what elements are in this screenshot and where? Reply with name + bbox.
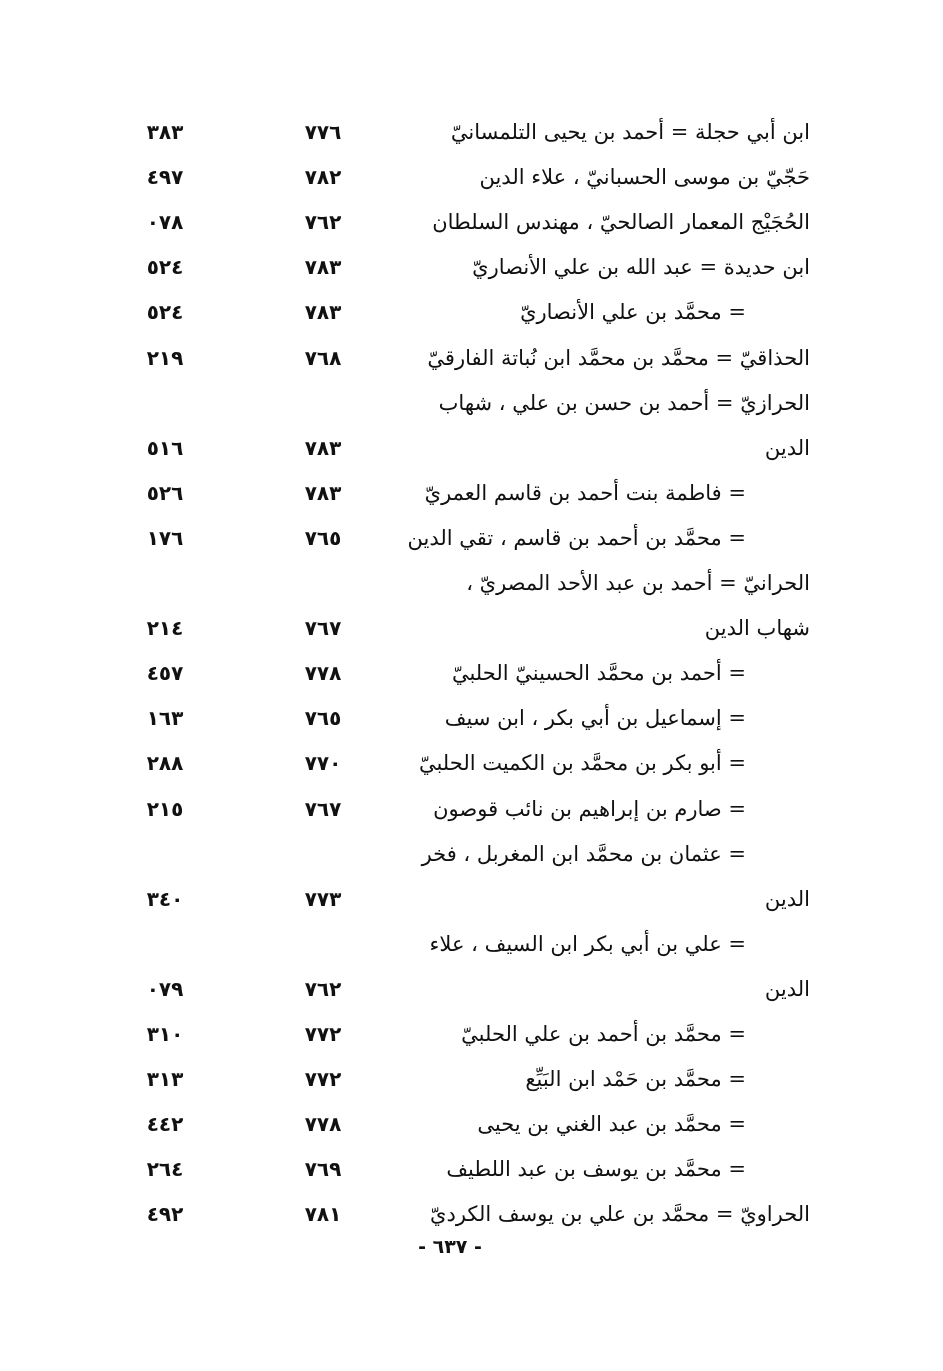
index-entry <box>120 696 810 740</box>
index-entry <box>120 651 810 695</box>
index-entry <box>120 516 810 560</box>
entry-name: الدين <box>764 976 810 1001</box>
entry-name: الحُجَيْج المعمار الصالحيّ ، مهندس السلطان <box>432 210 810 235</box>
index-entry <box>120 1102 810 1146</box>
entry-page-number: ٤٥٧ <box>146 661 184 686</box>
entry-death-year: ٧٦٢ <box>304 210 342 235</box>
entry-name: ابن حديدة = عبد الله بن علي الأنصاريّ <box>472 255 810 280</box>
entry-death-year: ٧٧٠ <box>304 751 342 776</box>
entry-death-year: ٧٦٩ <box>304 1157 342 1182</box>
entry-name: = فاطمة بنت أحمد بن قاسم العمريّ <box>424 480 746 505</box>
entry-name: الحرازيّ = أحمد بن حسن بن علي ، شهاب <box>438 390 810 415</box>
entry-page-number: ٢١٥ <box>146 796 184 821</box>
entry-death-year: ٧٦٢ <box>304 976 342 1001</box>
index-entry <box>120 110 810 154</box>
entry-death-year: ٧٦٨ <box>304 345 342 370</box>
index-entry <box>120 606 810 650</box>
entry-death-year: ٧٧٦ <box>304 120 342 144</box>
entry-name: = إسماعيل بن أبي بكر ، ابن سيف <box>444 706 746 731</box>
index-entry <box>120 787 810 831</box>
index-entry <box>120 877 810 921</box>
entry-page-number: ١٧٦ <box>146 525 184 550</box>
entry-death-year: ٧٦٥ <box>304 525 342 550</box>
entry-death-year: ٧٦٥ <box>304 706 342 731</box>
index-entry <box>120 1147 810 1191</box>
index-entry <box>120 471 810 515</box>
entry-name: = صارم بن إبراهيم بن نائب قوصون <box>433 796 746 821</box>
entry-name: = محمَّد بن أحمد بن علي الحلبيّ <box>461 1022 746 1046</box>
entry-death-year: ٧٧٣ <box>304 886 342 911</box>
index-entry <box>120 426 810 470</box>
index-entry <box>120 245 810 289</box>
index-entry <box>120 290 810 334</box>
index-entry <box>120 200 810 244</box>
entry-page-number: ٣١٣ <box>146 1067 184 1092</box>
entry-death-year: ٧٨٣ <box>304 300 342 325</box>
entry-name: الدين <box>764 435 810 460</box>
entry-death-year: ٧٧٨ <box>304 661 342 686</box>
entry-page-number: ٢١٩ <box>146 345 184 370</box>
index-entry <box>120 1057 810 1101</box>
entry-name: ابن أبي حجلة = أحمد بن يحيى التلمسانيّ <box>450 120 810 144</box>
entry-death-year: ٧٨٢ <box>304 165 342 190</box>
entry-name: الحذاقيّ = محمَّد بن محمَّد ابن نُباتة الفارقيّ <box>427 345 810 370</box>
entry-name: الحرانيّ = أحمد بن عبد الأحد المصريّ ، <box>466 571 810 595</box>
entry-death-year: ٧٦٧ <box>304 796 342 821</box>
entry-death-year: ٧٨٣ <box>304 255 342 280</box>
entry-name: = عثمان بن محمَّد ابن المغربل ، فخر <box>421 841 746 866</box>
entry-name: الحراويّ = محمَّد بن علي بن يوسف الكرديّ <box>430 1202 810 1227</box>
index-entry <box>120 741 810 785</box>
entry-page-number: ٤٤٢ <box>146 1112 184 1137</box>
index-entry <box>120 561 810 605</box>
entry-death-year: ٧٧٨ <box>304 1112 342 1137</box>
entry-page-number: ٣٤٠ <box>146 886 184 911</box>
entry-name: الدين <box>764 886 810 911</box>
index-entry <box>120 1012 810 1056</box>
entry-page-number: ٣٨٣ <box>146 120 184 144</box>
entry-name: = أبو بكر بن محمَّد بن الكميت الحلبيّ <box>418 751 746 776</box>
entry-name: = أحمد بن محمَّد الحسينيّ الحلبيّ <box>451 661 746 686</box>
entry-page-number: ٤٩٧ <box>146 165 184 190</box>
entry-page-number: ٢٦٤ <box>146 1157 184 1182</box>
index-entry <box>120 155 810 199</box>
index-entry <box>120 336 810 380</box>
entry-death-year: ٧٧٢ <box>304 1022 342 1046</box>
entry-death-year: ٧٦٧ <box>304 616 342 641</box>
entry-page-number: ٥٢٤ <box>146 300 184 325</box>
entry-death-year: ٧٧٢ <box>304 1067 342 1092</box>
entry-name: = محمَّد بن حَمْد ابن البَيِّع <box>525 1067 746 1092</box>
entry-name: = محمَّد بن أحمد بن قاسم ، تقي الدين <box>407 525 746 550</box>
index-entry <box>120 1192 810 1236</box>
entry-page-number: ٢٨٨ <box>146 751 184 776</box>
entry-page-number: ٠٧٨ <box>146 210 184 235</box>
entry-page-number: ٣١٠ <box>146 1022 184 1046</box>
page-number: - ٦٣٧ - <box>418 1236 482 1258</box>
entry-page-number: ١٦٣ <box>146 706 184 731</box>
entry-page-number: ٥١٦ <box>146 435 184 460</box>
entry-name: حَجّيّ بن موسى الحسبانيّ ، علاء الدين <box>479 165 810 190</box>
entry-death-year: ٧٨٣ <box>304 435 342 460</box>
entry-page-number: ٥٢٤ <box>146 255 184 280</box>
index-entry <box>120 922 810 966</box>
entry-page-number: ٠٧٩ <box>146 976 184 1001</box>
entry-name: = محمَّد بن علي الأنصاريّ <box>520 300 746 325</box>
entry-page-number: ٤٩٢ <box>146 1202 184 1227</box>
index-entry <box>120 967 810 1011</box>
index-entry <box>120 381 810 425</box>
entry-page-number: ٥٢٦ <box>146 480 184 505</box>
entry-name: = علي بن أبي بكر ابن السيف ، علاء <box>429 931 746 956</box>
entry-death-year: ٧٨١ <box>304 1202 342 1227</box>
entry-page-number: ٢١٤ <box>146 616 184 641</box>
entry-name: = محمَّد بن يوسف بن عبد اللطيف <box>446 1157 746 1182</box>
index-entry <box>120 832 810 876</box>
entry-name: شهاب الدين <box>704 616 810 641</box>
entry-name: = محمَّد بن عبد الغني بن يحيى <box>477 1112 746 1137</box>
entry-death-year: ٧٨٣ <box>304 480 342 505</box>
